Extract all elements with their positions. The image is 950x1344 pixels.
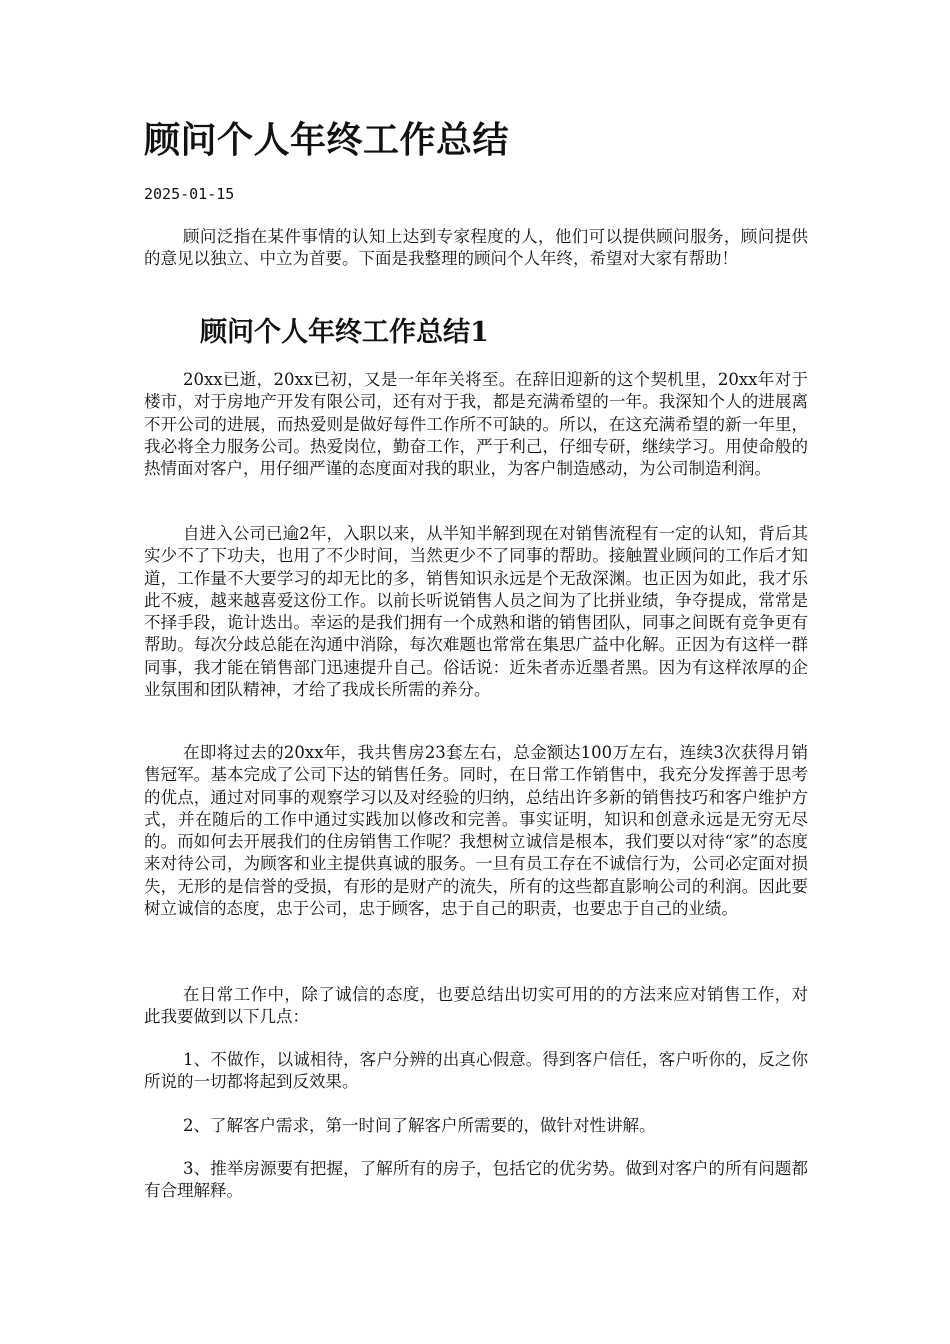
intro-paragraph: 顾问泛指在某件事情的认知上达到专家程度的人，他们可以提供顾问服务，顾问提供的意见以独立、中立为首要。下面是我整理的顾问个人年终，希望对大家有帮助！: [144, 227, 808, 269]
list-item: 1、不做作，以诚相待，客户分辨的出真心假意。得到客户信任，客户听你的，反之你所说的一切都将起到反效果。: [144, 1050, 808, 1092]
body-paragraph: 在即将过去的20xx年，我共售房23套左右，总金额达100万左右，连续3次获得月销售冠军。基本完成了公司下达的销售任务。同时，在日常工作销售中，我充分发挥善于思考的优点，通过对同事的观察学习以及对经验的归纳，总结出许多新的销售技巧和客户维护方式，并在随后的工作中通过实践加以修改和完善。事实证明，知识和创意永远是无穷无尽的。而如何去开展我们的住房销售工作呢？我想树立诚信是根本，我们要以对待“家”的态度来对待公司，为顾客和业主提供真诚的服务。一旦有员工存在不诚信行为，公司必定面对损失，无形的是信誉的受损，有形的是财产的流失，所有的这些都直影响公司的利润。因此要树立诚信的态度，忠于公司，忠于顾客，忠于自己的职责，也要忠于自己的业绩。: [144, 743, 808, 919]
list-item: 2、了解客户需求，第一时间了解客户所需要的，做针对性讲解。: [183, 1116, 656, 1135]
section-heading: 顾问个人年终工作总结1: [200, 317, 489, 348]
body-paragraph: 在日常工作中，除了诚信的态度，也要总结出切实可用的的方法来应对销售工作，对此我要做到以下几点：: [144, 985, 808, 1027]
body-paragraph: 20xx已逝，20xx已初，又是一年年关将至。在辞旧迎新的这个契机里，20xx年对于楼市，对于房地产开发有限公司，还有对于我，都是充满希望的一年。我深知个人的进展离不开公司的进展，而热爱则是做好每件工作所不可缺的。所以，在这充满希望的新一年里，我必将全力服务公司。热爱岗位，勤奋工作，严于利己，仔细专研，继续学习。用使命般的热情面对客户，用仔细严谨的态度面对我的职业，为客户制造感动，为公司制造利润。: [144, 370, 808, 479]
document-title: 顾问个人年终工作总结: [144, 119, 510, 161]
list-item: 3、推举房源要有把握，了解所有的房子，包括它的优劣势。做到对客户的所有问题都有合理解释。: [144, 1159, 808, 1201]
body-paragraph: 自进入公司已逾2年，入职以来，从半知半解到现在对销售流程有一定的认知，背后其实少不了下功夫，也用了不少时间，当然更少不了同事的帮助。接触置业顾问的工作后才知道，工作量不大要学习的却无比的多，销售知识永远是个无敌深渊。也正因为如此，我才乐此不疲，越来越喜爱这份工作。以前长听说销售人员之间为了比拼业绩，争夺提成，常常是不择手段，诡计迭出。幸运的是我们拥有一个成熟和谐的销售团队，同事之间既有竞争更有帮助。每次分歧总能在沟通中消除，每次难题也常常在集思广益中化解。正因为有这样一群同事，我才能在销售部门迅速提升自己。俗话说：近朱者赤近墨者黑。因为有这样浓厚的企业氛围和团队精神，才给了我成长所需的养分。: [144, 524, 808, 700]
publish-date: 2025-01-15: [144, 185, 235, 203]
